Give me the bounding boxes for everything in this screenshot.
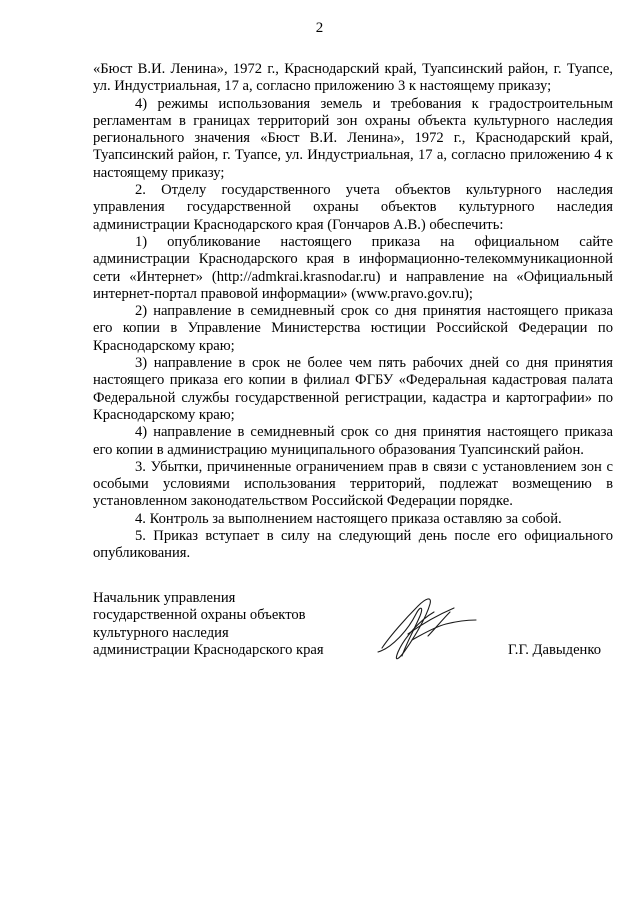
paragraph-8: 3. Убытки, причиненные ограничением прав в связи с установлением зон с особыми условиями использования территорий, подлежат возмещению в установленном законодательством Российской Федерации порядке.: [93, 458, 613, 510]
paragraph-2: 4) режимы использования земель и требования к градостроительным регламентам в границах территорий зон охраны объекта культурного наследия регионального значения «Бюст В.И. Ленина», 1972 г., Краснодарский край, Туапсинский район, г. Туапсе, ул. Индустриальная, 17 а, согласно приложению 4 к настоящему приказу;: [93, 95, 613, 181]
signer-position-line: Начальник управления: [93, 590, 236, 606]
signer-position-line: культурного наследия: [93, 624, 229, 641]
signature-block: [93, 590, 613, 670]
paragraph-10: 5. Приказ вступает в силу на следующий день после его официального опубликования.: [93, 528, 613, 562]
paragraph-5: 2) направление в семидневный срок со дня принятия настоящего приказа его копии в Управление Министерства юстиции Российской Федерации по Краснодарскому краю;: [93, 303, 613, 354]
paragraph-6: 3) направление в срок не более чем пять рабочих дней со дня принятия настоящего приказа его копии в филиал ФГБУ «Федеральная кадастровая палата Федеральной службы государственной регистрации, кадастра и картографии» по Краснодарскому краю;: [93, 355, 613, 423]
paragraph-9: 4. Контроль за выполнением настоящего приказа оставляю за собой.: [135, 510, 562, 527]
signer-position: [93, 590, 324, 660]
document-body: [93, 61, 613, 563]
handwritten-signature-icon: [368, 590, 483, 668]
signer-name: Г.Г. Давыденко: [508, 642, 602, 658]
page-number: 2: [315, 20, 324, 36]
signer-position-line: государственной охраны объектов: [93, 607, 306, 624]
paragraph-4: 1) опубликование настоящего приказа на официальном сайте администрации Краснодарского края в информационно-телекоммуникационной сети «Интернет» (http://admkrai.krasnodar.ru) и направление на «Официальный интернет-портал правовой информации» (www.pravo.gov.ru);: [93, 233, 613, 302]
paragraph-1: «Бюст В.И. Ленина», 1972 г., Краснодарский край, Туапсинский район, г. Туапсе, ул. Индустриальная, 17 а, согласно приложению 3 к настоящему приказу;: [93, 61, 613, 95]
paragraph-7: 4) направление в семидневный срок со дня принятия настоящего приказа его копии в администрацию муниципального образования Туапсинский район.: [93, 424, 613, 458]
signer-position-line: администрации Краснодарского края: [93, 642, 324, 659]
paragraph-3: 2. Отделу государственного учета объектов культурного наследия управления государственной охраны объектов культурного наследия администрации Краснодарского края (Гончаров А.В.) обеспечить:: [93, 182, 613, 233]
